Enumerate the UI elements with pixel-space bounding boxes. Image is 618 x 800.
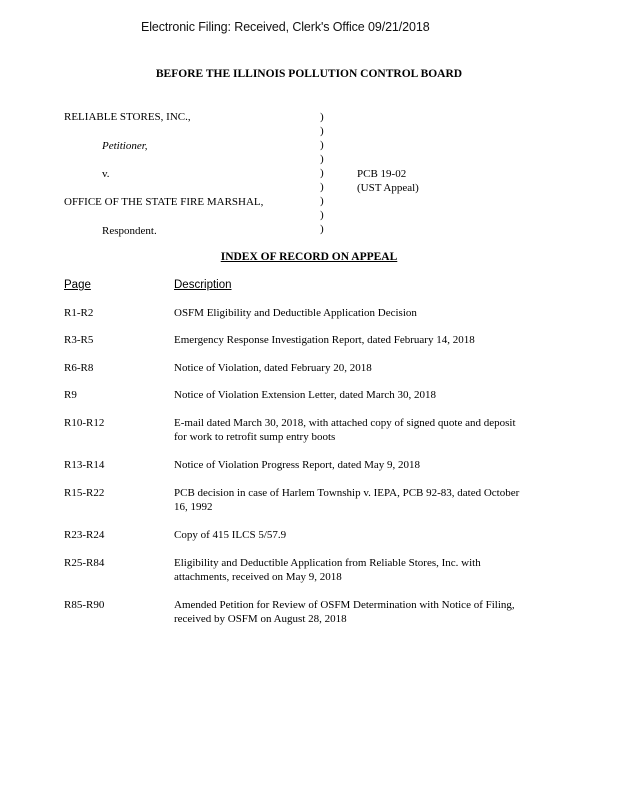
index-page: R25-R84 bbox=[64, 557, 105, 569]
column-header-page: Page bbox=[64, 279, 91, 291]
case-type: (UST Appeal) bbox=[357, 182, 419, 194]
index-description: Notice of Violation, dated February 20, 2018 bbox=[174, 362, 372, 374]
index-description: Amended Petition for Review of OSFM Determination with Notice of Filing, received by OSFM on August 28, 2018 bbox=[174, 599, 515, 625]
index-page: R3-R5 bbox=[64, 334, 94, 346]
index-title: INDEX OF RECORD ON APPEAL bbox=[220, 251, 398, 263]
index-description: Notice of Violation Extension Letter, dated March 30, 2018 bbox=[174, 389, 437, 401]
index-page: R85-R90 bbox=[64, 599, 105, 611]
petitioner-role: Petitioner, bbox=[102, 140, 148, 152]
board-title: BEFORE THE ILLINOIS POLLUTION CONTROL BOARD bbox=[155, 68, 463, 80]
index-description: Emergency Response Investigation Report, dated February 14, 2018 bbox=[174, 334, 475, 346]
index-description: E-mail dated March 30, 2018, with attached copy of signed quote and deposit for work to retrofit sump entry boots bbox=[174, 417, 516, 443]
index-page: R6-R8 bbox=[64, 362, 94, 374]
index-page: R1-R2 bbox=[64, 307, 94, 319]
caption-paren: ) bbox=[320, 209, 324, 221]
versus: v. bbox=[102, 168, 110, 180]
index-page: R23-R24 bbox=[64, 529, 105, 541]
caption-paren: ) bbox=[320, 195, 324, 207]
index-page: R15-R22 bbox=[64, 487, 105, 499]
index-description: Copy of 415 ILCS 5/57.9 bbox=[174, 529, 287, 541]
index-page: R10-R12 bbox=[64, 417, 105, 429]
index-description: Notice of Violation Progress Report, dated May 9, 2018 bbox=[174, 459, 420, 471]
filing-stamp: Electronic Filing: Received, Clerk's Office 09/21/2018 bbox=[141, 20, 430, 34]
caption-paren: ) bbox=[320, 181, 324, 193]
caption-paren: ) bbox=[320, 125, 324, 137]
index-description: PCB decision in case of Harlem Township v. IEPA, PCB 92-83, dated October 16, 1992 bbox=[174, 487, 520, 513]
index-page: R9 bbox=[64, 389, 77, 401]
index-description: Eligibility and Deductible Application from Reliable Stores, Inc. with attachments, received on May 9, 2018 bbox=[174, 557, 481, 583]
caption-paren: ) bbox=[320, 223, 324, 235]
index-description: OSFM Eligibility and Deductible Application Decision bbox=[174, 307, 417, 319]
index-page: R13-R14 bbox=[64, 459, 105, 471]
petitioner-name: RELIABLE STORES, INC., bbox=[64, 111, 191, 123]
case-number: PCB 19-02 bbox=[357, 168, 407, 180]
caption-paren: ) bbox=[320, 167, 324, 179]
caption-paren: ) bbox=[320, 153, 324, 165]
column-header-description: Description bbox=[174, 279, 232, 291]
respondent-name: OFFICE OF THE STATE FIRE MARSHAL, bbox=[64, 196, 264, 208]
caption-paren: ) bbox=[320, 111, 324, 123]
respondent-role: Respondent. bbox=[102, 225, 157, 237]
caption-paren: ) bbox=[320, 139, 324, 151]
